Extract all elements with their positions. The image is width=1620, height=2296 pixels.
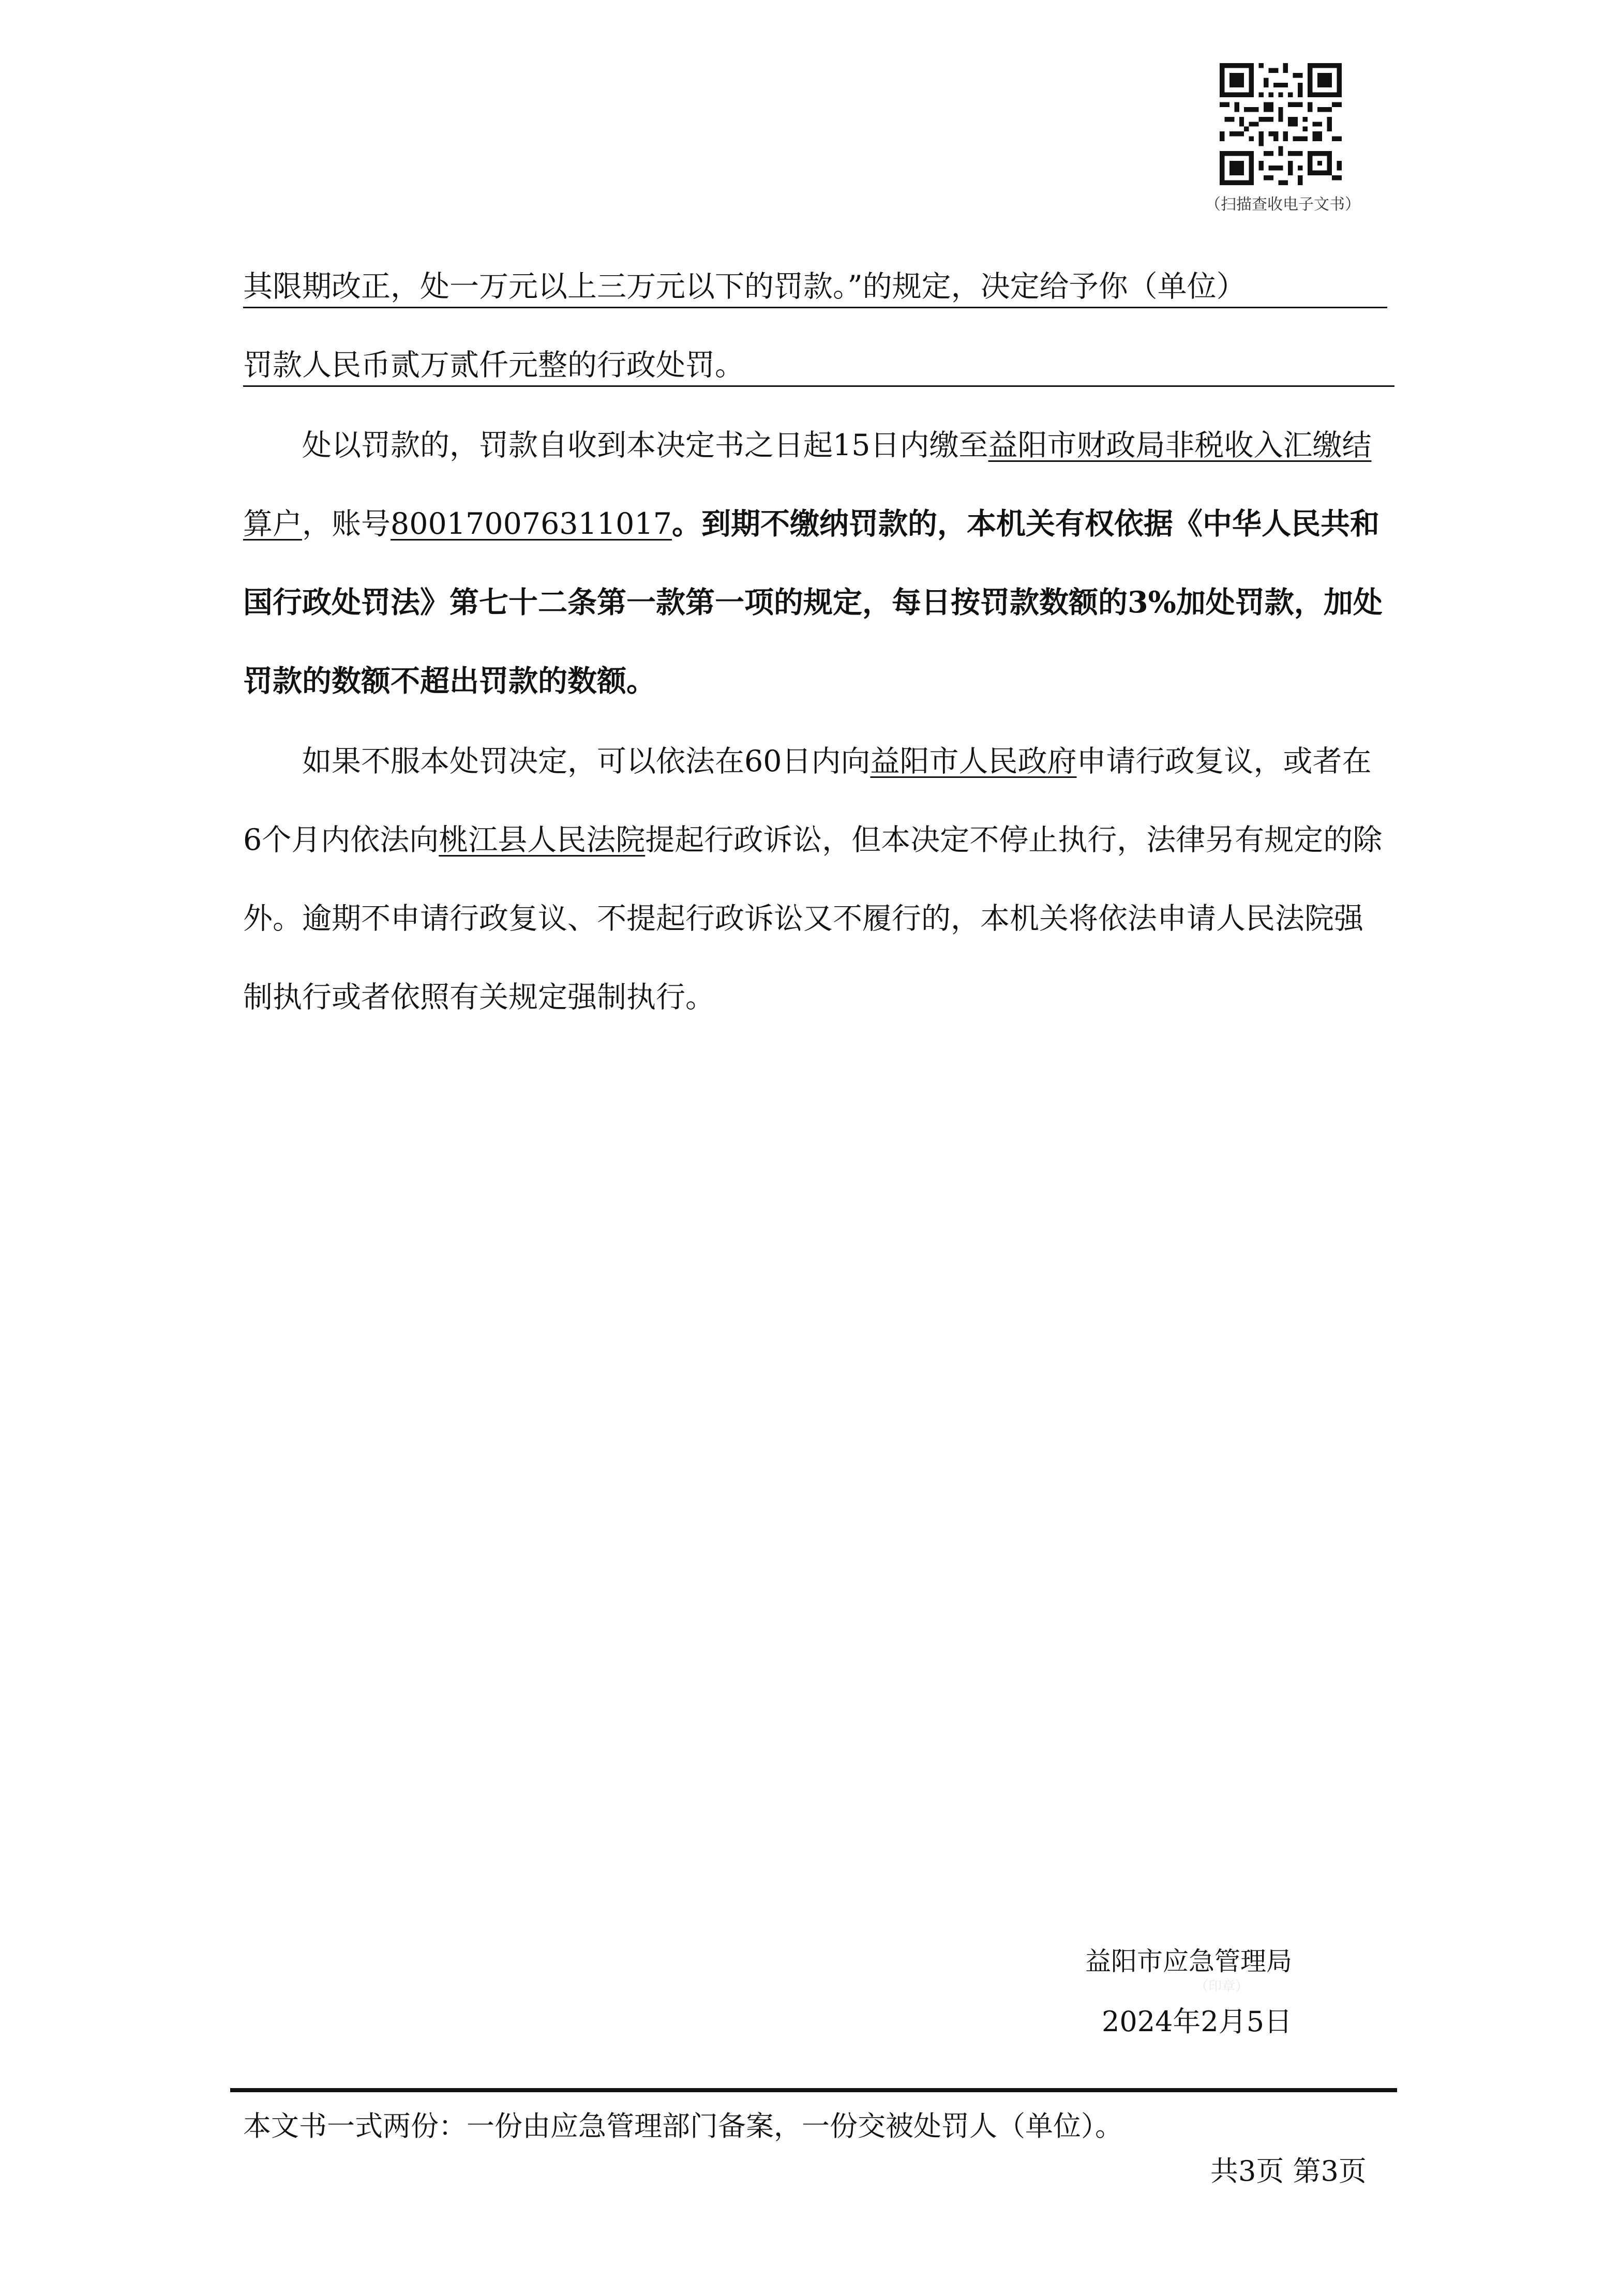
qr-caption: （扫描查收电子文书） <box>1205 196 1360 214</box>
paragraph-line: 其限期改正，处一万元以上三万元以下的罚款。”的规定，决定给予你（单位） <box>243 269 1246 304</box>
issuing-organization: 益阳市应急管理局 <box>1085 1946 1292 1976</box>
reconsideration-authority: 益阳市人民政府 <box>870 744 1077 778</box>
footer-rule <box>230 2088 1397 2092</box>
page-number: 共3页 第3页 <box>1210 2155 1367 2187</box>
surcharge-rate: 3% <box>1128 585 1176 620</box>
underline-rule <box>243 307 1387 308</box>
paragraph-appeal: 如果不服本处罚决定，可以依法在60日内向益阳市人民政府申请行政复议，或者在6个月内依法向桃江县人民法院提起行政诉讼，但本决定不停止执行，法律另有规定的除外。逾期不申请行政复议、不提起行政诉讼又不履行的，本机关将依法申请人民法院强制执行或者依照有关规定强制执行。 <box>243 744 1383 1014</box>
qr-code <box>1220 63 1342 185</box>
court-name: 桃江县人民法院 <box>439 823 646 857</box>
issue-date: 2024年2月5日 <box>1102 2005 1293 2038</box>
account-name: 益阳市财政局非税收入汇缴结算户 <box>243 428 1372 541</box>
paragraph-payment: 处以罚款的，罚款自收到本决定书之日起15日内缴至益阳市财政局非税收入汇缴结算户，账号800170076311017。到期不缴纳罚款的，本机关有权依据《中华人民共和国行政处罚法》第七十二条第一款第一项的规定，每日按罚款数额的3%加处罚款，加处罚款的数额不超出罚款的数额。 <box>243 428 1383 698</box>
underline-rule <box>243 385 1394 387</box>
paragraph-penalty-decision <box>243 247 1387 404</box>
seal-placeholder: （印章） <box>1195 1979 1249 1994</box>
paragraph-line: 罚款人民币贰万贰仟元整的行政处罚。 <box>243 348 744 382</box>
account-number: 800170076311017 <box>391 507 672 541</box>
copies-note: 本文书一式两份：一份由应急管理部门备案，一份交被处罚人（单位）。 <box>243 2110 1123 2142</box>
